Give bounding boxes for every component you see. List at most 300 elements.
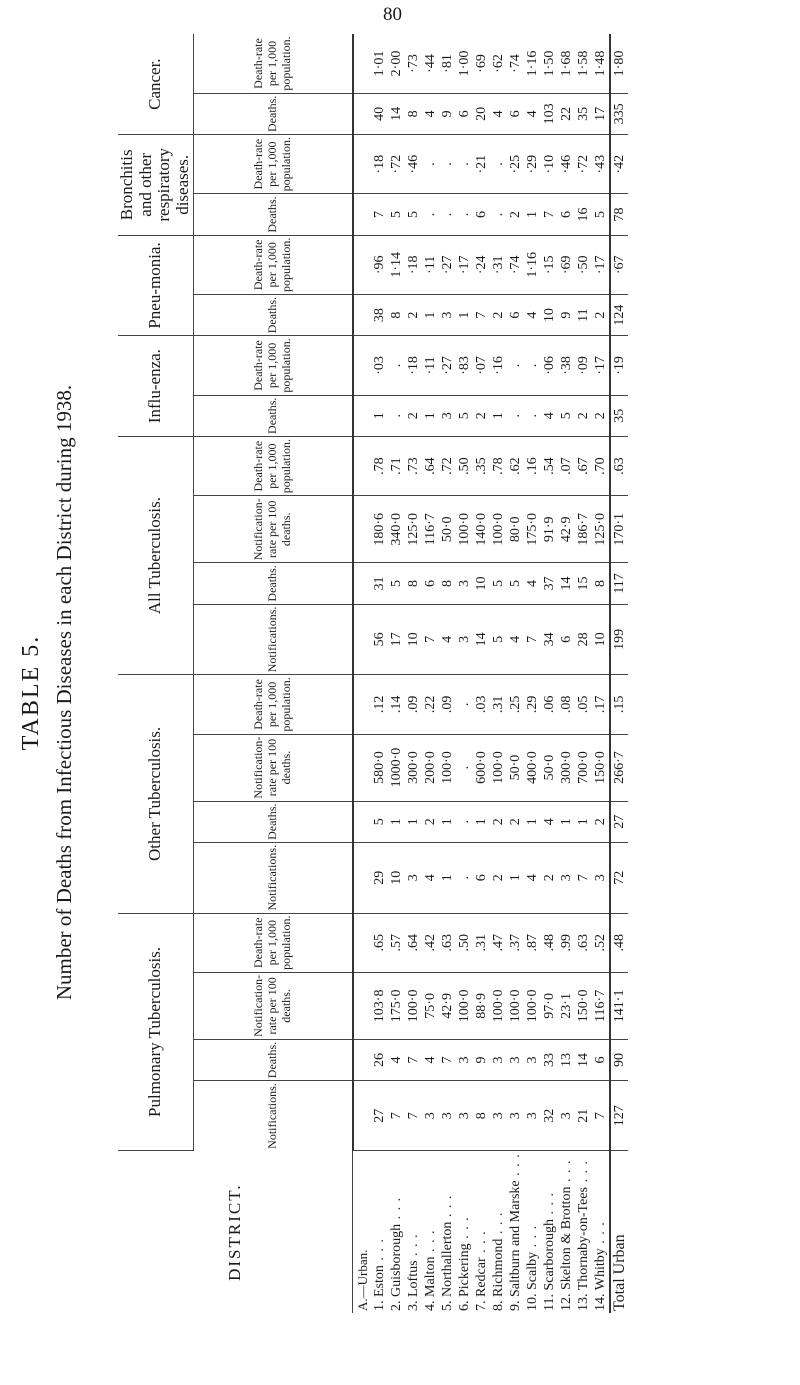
district-label: Malton xyxy=(422,1256,438,1297)
data-cell: . xyxy=(456,134,473,193)
data-cell: . xyxy=(439,194,456,235)
data-cell: 8 xyxy=(592,563,610,604)
data-cell: 3 xyxy=(592,842,610,913)
district-label: Whitby xyxy=(592,1248,608,1291)
row-number: 6. xyxy=(456,1300,472,1311)
table-row xyxy=(490,34,507,1313)
total-label: Total Urban xyxy=(610,1151,628,1313)
district-label: Guisborough xyxy=(388,1223,404,1297)
data-cell: 9 xyxy=(558,294,575,335)
subheader: Death-rate per 1,000 population. xyxy=(193,436,353,495)
data-cell: ·83 xyxy=(456,336,473,395)
data-cell: 2 xyxy=(592,294,610,335)
data-cell: 7 xyxy=(592,1081,610,1151)
data-cell: ·21 xyxy=(473,134,490,193)
row-number: 11. xyxy=(541,1294,557,1311)
district-label: Scalby xyxy=(524,1251,540,1290)
data-cell: .09 xyxy=(405,675,422,734)
data-cell: 5 xyxy=(507,563,524,604)
district-name xyxy=(439,1151,456,1313)
data-cell: ·27 xyxy=(439,336,456,395)
data-cell: .65 xyxy=(371,913,388,972)
data-cell: ·06 xyxy=(541,336,558,395)
district-label: Eston xyxy=(371,1265,387,1297)
data-cell: 2 xyxy=(507,801,524,842)
subheader: Notification-rate per 100 deaths. xyxy=(193,972,353,1039)
data-cell: 4 xyxy=(541,395,558,436)
data-cell: 3 xyxy=(507,1039,524,1080)
data-cell: 1 xyxy=(456,294,473,335)
data-cell: 32 xyxy=(541,1081,558,1151)
data-cell: 100·0 xyxy=(490,734,507,801)
data-cell: .64 xyxy=(422,436,439,495)
data-cell: 2 xyxy=(422,801,439,842)
data-cell: 42·9 xyxy=(558,496,575,563)
district-label: Pickering xyxy=(456,1243,472,1297)
data-cell: ·38 xyxy=(558,336,575,395)
data-cell: 340·0 xyxy=(388,496,405,563)
data-cell: 4 xyxy=(524,294,541,335)
data-cell: . xyxy=(524,395,541,436)
subheader: Death-rate per 1,000 population. xyxy=(193,913,353,972)
data-cell: 7 xyxy=(371,194,388,235)
data-cell: .31 xyxy=(490,675,507,734)
data-cell: 1000·0 xyxy=(388,734,405,801)
data-cell: 2 xyxy=(575,395,592,436)
data-cell: 7 xyxy=(439,1039,456,1080)
table-title: TABLE 5. xyxy=(18,634,44,751)
data-cell: ·18 xyxy=(371,134,388,193)
data-cell: .50 xyxy=(456,436,473,495)
row-number: 13. xyxy=(575,1293,591,1311)
group-pneumonia: Pneu-monia. xyxy=(118,235,193,336)
total-cell: 266·7 xyxy=(610,734,628,801)
data-cell: 3 xyxy=(456,563,473,604)
data-cell: 3 xyxy=(524,1039,541,1080)
data-cell: .63 xyxy=(439,913,456,972)
row-number: 8. xyxy=(490,1300,506,1311)
data-cell: 3 xyxy=(456,604,473,675)
data-cell: 5 xyxy=(456,395,473,436)
table-row xyxy=(558,34,575,1313)
data-cell: 75·0 xyxy=(422,972,439,1039)
total-cell: ·19 xyxy=(610,336,628,395)
data-cell: ·50 xyxy=(575,235,592,294)
data-cell: ·81 xyxy=(439,34,456,93)
data-cell: .42 xyxy=(422,913,439,972)
data-cell: 15 xyxy=(575,563,592,604)
group-other-tb: Other Tuberculosis. xyxy=(118,675,193,913)
data-cell: . xyxy=(456,675,473,734)
total-cell: ·42 xyxy=(610,134,628,193)
table-body xyxy=(353,34,628,1313)
data-cell: .48 xyxy=(541,913,558,972)
data-cell: 6 xyxy=(507,93,524,134)
row-number: 14. xyxy=(592,1293,608,1311)
data-cell: ·96 xyxy=(371,235,388,294)
data-cell: ·62 xyxy=(490,34,507,93)
data-cell: ·24 xyxy=(473,235,490,294)
data-cell: 80·0 xyxy=(507,496,524,563)
row-number: 10. xyxy=(524,1293,540,1311)
data-cell: 27 xyxy=(371,1081,388,1151)
data-cell: 300·0 xyxy=(558,734,575,801)
data-cell: 6 xyxy=(422,563,439,604)
data-cell: 7 xyxy=(388,1081,405,1151)
total-cell: .15 xyxy=(610,675,628,734)
leader-dots: . . . xyxy=(388,1196,404,1224)
data-cell: 3 xyxy=(490,1039,507,1080)
data-cell: 8 xyxy=(405,563,422,604)
data-cell: 3 xyxy=(490,1081,507,1151)
table-row xyxy=(371,34,388,1313)
data-cell: .73 xyxy=(405,436,422,495)
data-cell: ·44 xyxy=(422,34,439,93)
data-cell: 3 xyxy=(439,1081,456,1151)
data-cell: 1 xyxy=(371,395,388,436)
leader-dots: . . . xyxy=(456,1216,472,1244)
data-cell: .99 xyxy=(558,913,575,972)
data-cell: 3 xyxy=(439,294,456,335)
data-cell: 1·00 xyxy=(456,34,473,93)
data-cell: .03 xyxy=(473,675,490,734)
data-cell: . xyxy=(422,134,439,193)
district-name xyxy=(558,1151,575,1313)
data-cell: .72 xyxy=(439,436,456,495)
data-cell: . xyxy=(456,801,473,842)
data-cell: 88·9 xyxy=(473,972,490,1039)
data-cell: 100·0 xyxy=(490,972,507,1039)
data-cell: 4 xyxy=(422,1039,439,1080)
data-cell: 5 xyxy=(558,395,575,436)
data-cell: 186·7 xyxy=(575,496,592,563)
table-row xyxy=(388,34,405,1313)
group-bronchitis: Bronchitis and other respiratory diseases. xyxy=(118,134,193,235)
data-cell: 31 xyxy=(371,563,388,604)
data-cell: 100·0 xyxy=(456,496,473,563)
data-cell: 10 xyxy=(592,604,610,675)
data-cell: 1 xyxy=(422,395,439,436)
total-cell: 170·1 xyxy=(610,496,628,563)
table-row xyxy=(541,34,558,1313)
data-cell: ·74 xyxy=(507,235,524,294)
total-cell: 127 xyxy=(610,1081,628,1151)
data-cell: ·07 xyxy=(473,336,490,395)
row-number: 1. xyxy=(371,1300,387,1311)
data-cell: ·03 xyxy=(371,336,388,395)
data-cell: .09 xyxy=(439,675,456,734)
subheader: Notifications. xyxy=(193,842,353,913)
table-row xyxy=(422,34,439,1313)
total-cell: .63 xyxy=(610,436,628,495)
district-label: Skelton & Brotton xyxy=(558,1186,574,1290)
data-cell: 580·0 xyxy=(371,734,388,801)
data-cell: . xyxy=(456,194,473,235)
total-cell: 72 xyxy=(610,842,628,913)
data-cell: ·15 xyxy=(541,235,558,294)
data-cell: 4 xyxy=(439,604,456,675)
data-cell: 8 xyxy=(473,1081,490,1151)
data-cell: 13 xyxy=(558,1039,575,1080)
group-all-tb: All Tuberculosis. xyxy=(118,436,193,674)
table-row xyxy=(524,34,541,1313)
leader-dots: . . . xyxy=(507,1153,523,1181)
leader-dots: . . . xyxy=(473,1230,489,1258)
data-cell: 1 xyxy=(439,842,456,913)
data-cell: .67 xyxy=(575,436,592,495)
table-row xyxy=(473,34,490,1313)
total-cell: 27 xyxy=(610,801,628,842)
data-cell: 23·1 xyxy=(558,972,575,1039)
district-header: DISTRICT. xyxy=(118,1151,353,1313)
data-cell: . xyxy=(490,194,507,235)
data-cell: .71 xyxy=(388,436,405,495)
data-cell: 1·58 xyxy=(575,34,592,93)
total-row xyxy=(610,34,628,1313)
data-cell: 37 xyxy=(541,563,558,604)
data-cell: .50 xyxy=(456,913,473,972)
data-cell: .22 xyxy=(422,675,439,734)
data-cell: 29 xyxy=(371,842,388,913)
data-cell: 2 xyxy=(405,294,422,335)
leader-dots: . . . xyxy=(405,1233,421,1261)
row-number: 9. xyxy=(507,1300,523,1311)
data-cell: 700·0 xyxy=(575,734,592,801)
section-label: A.—Urban. xyxy=(354,1249,370,1311)
data-cell: 38 xyxy=(371,294,388,335)
data-cell: 50·0 xyxy=(439,496,456,563)
data-cell: 10 xyxy=(388,842,405,913)
data-cell: ·46 xyxy=(405,134,422,193)
data-cell: 1 xyxy=(490,395,507,436)
row-number: 3. xyxy=(405,1300,421,1311)
data-cell: 7 xyxy=(541,194,558,235)
data-cell: 100·0 xyxy=(439,734,456,801)
total-cell: 78 xyxy=(610,194,628,235)
total-cell: 1·80 xyxy=(610,34,628,93)
data-cell: . xyxy=(490,134,507,193)
data-cell: ·17 xyxy=(456,235,473,294)
data-cell: 2 xyxy=(473,395,490,436)
data-cell: ·17 xyxy=(592,336,610,395)
district-label: Saltburn and Marske xyxy=(507,1180,523,1297)
data-cell: . xyxy=(388,395,405,436)
data-cell: ·69 xyxy=(558,235,575,294)
row-number: 2. xyxy=(388,1300,404,1311)
data-cell: 22 xyxy=(558,93,575,134)
subheader: Deaths. xyxy=(193,93,353,134)
data-cell: 3 xyxy=(558,842,575,913)
subheader: Notification-rate per 100 deaths. xyxy=(193,496,353,563)
data-cell: 1 xyxy=(388,801,405,842)
data-cell: 1 xyxy=(575,801,592,842)
data-cell: 10 xyxy=(405,604,422,675)
data-cell: 5 xyxy=(371,801,388,842)
total-cell: 35 xyxy=(610,395,628,436)
data-cell: 10 xyxy=(473,563,490,604)
subheader: Deaths. xyxy=(193,801,353,842)
district-name xyxy=(422,1151,439,1313)
data-cell: . xyxy=(439,134,456,193)
district-name xyxy=(524,1151,541,1313)
data-cell: 1·16 xyxy=(524,34,541,93)
data-cell: . xyxy=(456,842,473,913)
data-cell: 1 xyxy=(524,801,541,842)
data-cell: 7 xyxy=(405,1039,422,1080)
table-row xyxy=(456,34,473,1313)
table-row xyxy=(507,34,524,1313)
data-cell: 1·01 xyxy=(371,34,388,93)
data-cell: .37 xyxy=(507,913,524,972)
data-cell: ·72 xyxy=(575,134,592,193)
data-cell: .25 xyxy=(507,675,524,734)
data-cell: ·16 xyxy=(490,336,507,395)
subheader: Death-rate per 1,000 population. xyxy=(193,336,353,395)
data-cell: .63 xyxy=(575,913,592,972)
data-cell: 4 xyxy=(524,563,541,604)
data-cell: .57 xyxy=(388,913,405,972)
data-cell: ·74 xyxy=(507,34,524,93)
leader-dots: . . . xyxy=(541,1191,557,1219)
data-cell: 300·0 xyxy=(405,734,422,801)
subheader: Notification-rate per 100 deaths. xyxy=(193,734,353,801)
data-cell: 4 xyxy=(507,604,524,675)
table-subtitle: Number of Deaths from Infectious Diseases in each District during 1938. xyxy=(52,384,76,1001)
data-cell: 103 xyxy=(541,93,558,134)
data-cell: 9 xyxy=(473,1039,490,1080)
data-cell: 100·0 xyxy=(490,496,507,563)
leader-dots: . . . xyxy=(558,1159,574,1187)
data-cell: 125·0 xyxy=(592,496,610,563)
data-cell: .08 xyxy=(558,675,575,734)
district-name xyxy=(371,1151,388,1313)
data-cell: ·18 xyxy=(405,235,422,294)
data-cell: ·46 xyxy=(558,134,575,193)
data-cell: 1 xyxy=(524,194,541,235)
data-cell: 5 xyxy=(388,563,405,604)
data-cell: 8 xyxy=(388,294,405,335)
data-cell: 100·0 xyxy=(524,972,541,1039)
data-cell: 4 xyxy=(541,801,558,842)
subheader: Death-rate per 1,000 population. xyxy=(193,34,353,93)
subheader: Deaths. xyxy=(193,194,353,235)
data-cell: 21 xyxy=(575,1081,592,1151)
data-cell: ·72 xyxy=(388,134,405,193)
data-cell: 6 xyxy=(558,194,575,235)
data-cell: 34 xyxy=(541,604,558,675)
data-cell: 4 xyxy=(388,1039,405,1080)
data-cell: 200·0 xyxy=(422,734,439,801)
table-row xyxy=(575,34,592,1313)
data-cell: 100·0 xyxy=(405,972,422,1039)
data-cell: 100·0 xyxy=(507,972,524,1039)
deaths-table xyxy=(118,34,628,1313)
total-cell: 199 xyxy=(610,604,628,675)
data-cell: .47 xyxy=(490,913,507,972)
data-cell: 116·7 xyxy=(422,496,439,563)
data-cell: 42·9 xyxy=(439,972,456,1039)
data-cell: 7 xyxy=(575,842,592,913)
data-cell: 11 xyxy=(575,294,592,335)
data-cell: 3 xyxy=(456,1039,473,1080)
data-cell: 4 xyxy=(524,842,541,913)
data-cell: 1·16 xyxy=(524,235,541,294)
subheader: Deaths. xyxy=(193,563,353,604)
data-cell: 116·7 xyxy=(592,972,610,1039)
data-cell: .87 xyxy=(524,913,541,972)
data-cell: 3 xyxy=(524,1081,541,1151)
data-cell: ·18 xyxy=(405,336,422,395)
data-cell: . xyxy=(507,336,524,395)
data-cell: 100·0 xyxy=(456,972,473,1039)
data-cell: 9 xyxy=(439,93,456,134)
data-cell: 400·0 xyxy=(524,734,541,801)
data-cell: 2 xyxy=(490,801,507,842)
data-cell: .14 xyxy=(388,675,405,734)
sub-header-row xyxy=(193,34,353,1313)
district-name xyxy=(490,1151,507,1313)
subheader: Death-rate per 1,000 population. xyxy=(193,134,353,193)
data-cell: 16 xyxy=(575,194,592,235)
subheader: Death-rate per 1,000 population. xyxy=(193,675,353,734)
total-cell: 335 xyxy=(610,93,628,134)
data-cell: 33 xyxy=(541,1039,558,1080)
data-cell: 2 xyxy=(507,194,524,235)
data-cell: 35 xyxy=(575,93,592,134)
data-cell: 17 xyxy=(388,604,405,675)
data-cell: 14 xyxy=(473,604,490,675)
data-cell: 175·0 xyxy=(524,496,541,563)
total-cell: ·67 xyxy=(610,235,628,294)
data-cell: ·11 xyxy=(422,336,439,395)
data-cell: 2·00 xyxy=(388,34,405,93)
data-cell: 6 xyxy=(473,842,490,913)
data-cell: 1 xyxy=(439,801,456,842)
group-influenza: Influ-enza. xyxy=(118,336,193,437)
total-cell: 124 xyxy=(610,294,628,335)
table-row xyxy=(439,34,456,1313)
row-number: 12. xyxy=(558,1293,574,1311)
data-cell: 7 xyxy=(405,1081,422,1151)
leader-dots: . . . xyxy=(592,1221,608,1249)
data-cell: ·17 xyxy=(592,235,610,294)
data-cell: 6 xyxy=(558,604,575,675)
data-cell: .06 xyxy=(541,675,558,734)
row-number: 4. xyxy=(422,1300,438,1311)
data-cell: 140·0 xyxy=(473,496,490,563)
data-cell: . xyxy=(456,734,473,801)
data-cell: ·29 xyxy=(524,134,541,193)
data-cell: 6 xyxy=(507,294,524,335)
data-cell: ·69 xyxy=(473,34,490,93)
subheader: Deaths. xyxy=(193,395,353,436)
district-name xyxy=(507,1151,524,1313)
data-cell: .31 xyxy=(473,913,490,972)
district-name xyxy=(405,1151,422,1313)
leader-dots: . . . xyxy=(371,1238,387,1266)
data-cell: 5 xyxy=(490,563,507,604)
data-cell: .16 xyxy=(524,436,541,495)
page-number: 80 xyxy=(383,4,402,25)
data-cell: 5 xyxy=(405,194,422,235)
data-cell: .62 xyxy=(507,436,524,495)
data-cell: 1 xyxy=(405,801,422,842)
table-row xyxy=(405,34,422,1313)
data-cell: 2 xyxy=(592,395,610,436)
data-cell: 50·0 xyxy=(507,734,524,801)
data-cell: .12 xyxy=(371,675,388,734)
district-name xyxy=(473,1151,490,1313)
